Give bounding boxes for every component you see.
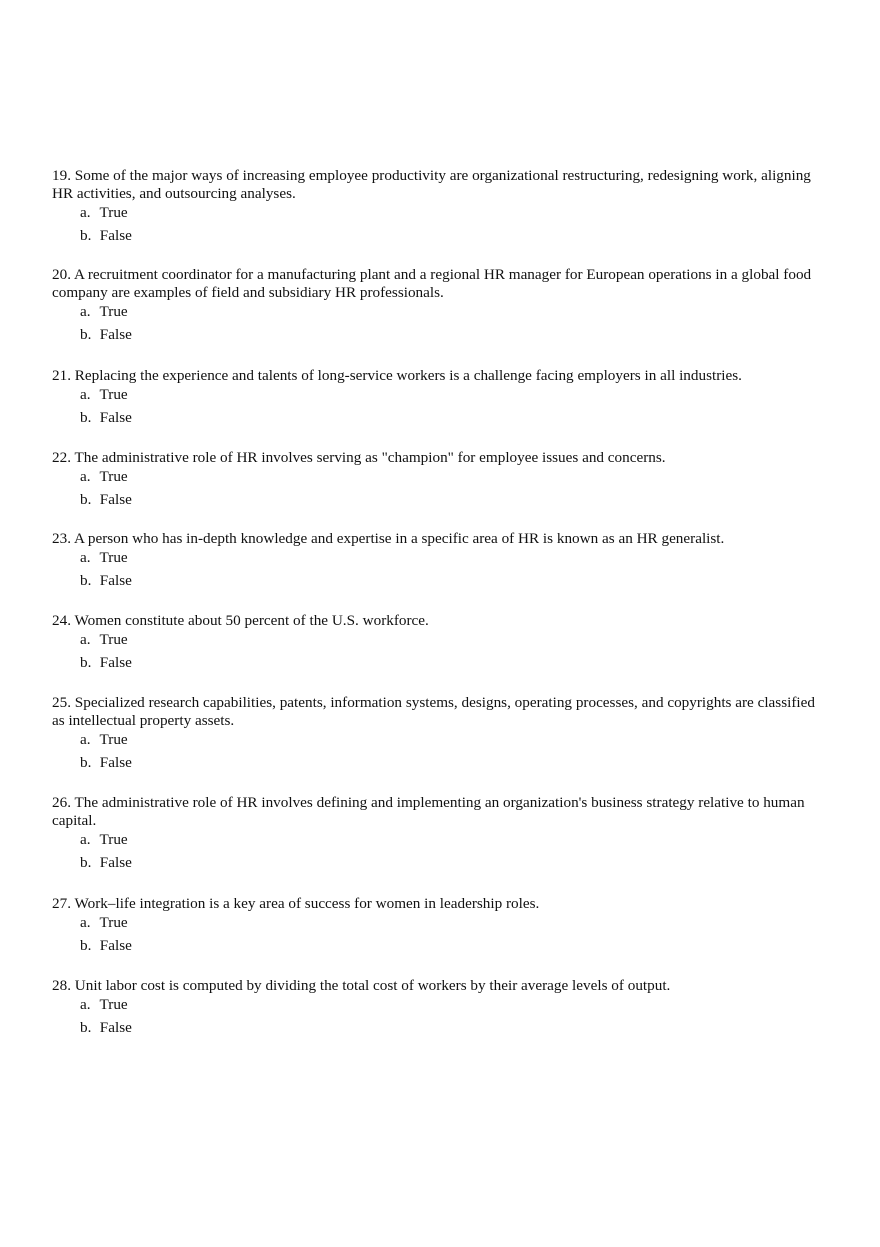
answer-options (80, 731, 822, 772)
option-letter: b. (80, 653, 92, 671)
answer-options (80, 468, 822, 509)
option-false[interactable] (80, 937, 822, 955)
question-number: 25. (52, 694, 71, 711)
option-label: False (99, 753, 132, 771)
question-number: 26. (52, 794, 71, 811)
option-letter: a. (80, 468, 91, 485)
question-20 (52, 266, 822, 348)
question-number: 27. (52, 895, 71, 912)
question-text (52, 977, 822, 995)
answer-options (80, 204, 822, 245)
option-letter: a. (80, 386, 91, 403)
answer-options (80, 996, 822, 1037)
option-true[interactable] (80, 731, 822, 749)
option-true[interactable] (80, 468, 822, 486)
option-false[interactable] (80, 326, 822, 344)
option-true[interactable] (80, 914, 822, 932)
option-true[interactable] (80, 303, 822, 321)
question-number: 22. (52, 449, 71, 466)
option-true[interactable] (80, 631, 822, 649)
option-letter: b. (80, 408, 92, 426)
option-letter: a. (80, 731, 91, 748)
option-letter: a. (80, 631, 91, 648)
option-letter: b. (80, 226, 92, 244)
option-label: True (99, 549, 128, 566)
option-label: False (99, 325, 132, 343)
option-letter: b. (80, 1018, 92, 1036)
option-true[interactable] (80, 204, 822, 222)
question-22 (52, 449, 822, 513)
question-text (52, 530, 822, 548)
question-number: 28. (52, 977, 71, 994)
question-text (52, 895, 822, 913)
question-number: 21. (52, 367, 71, 384)
question-text (52, 449, 822, 467)
option-false[interactable] (80, 409, 822, 427)
option-letter: a. (80, 831, 91, 848)
question-text (52, 167, 822, 203)
option-false[interactable] (80, 754, 822, 772)
question-number: 20. (52, 266, 71, 283)
option-letter: b. (80, 853, 92, 871)
option-label: True (99, 731, 128, 748)
option-false[interactable] (80, 1019, 822, 1037)
question-21 (52, 367, 822, 431)
option-letter: b. (80, 936, 92, 954)
question-28 (52, 977, 822, 1041)
question-body: Replacing the experience and talents of long-service workers is a challenge facing employers in all industries. (74, 367, 742, 384)
option-false[interactable] (80, 227, 822, 245)
option-letter: b. (80, 490, 92, 508)
question-body: Work–life integration is a key area of success for women in leadership roles. (74, 895, 540, 912)
option-true[interactable] (80, 386, 822, 404)
question-body: Some of the major ways of increasing employee productivity are organizational restructuring, redesigning work, aligning HR activities, and outsourcing analyses. (52, 167, 811, 202)
answer-options (80, 831, 822, 872)
option-letter: a. (80, 303, 91, 320)
question-body: A recruitment coordinator for a manufacturing plant and a regional HR manager for European operations in a global food company are examples of field and subsidiary HR professionals. (52, 266, 812, 301)
question-number: 19. (52, 167, 71, 184)
option-true[interactable] (80, 831, 822, 849)
option-label: True (99, 831, 128, 848)
option-false[interactable] (80, 654, 822, 672)
option-letter: a. (80, 549, 91, 566)
question-24 (52, 612, 822, 676)
option-label: True (99, 386, 128, 403)
option-label: True (99, 303, 128, 320)
answer-options (80, 914, 822, 955)
option-label: False (99, 936, 132, 954)
question-text (52, 367, 822, 385)
option-label: True (99, 631, 128, 648)
question-23 (52, 530, 822, 594)
question-body: Women constitute about 50 percent of the U.S. workforce. (74, 612, 429, 629)
option-false[interactable] (80, 572, 822, 590)
option-label: False (99, 653, 132, 671)
option-label: False (99, 853, 132, 871)
question-body: The administrative role of HR involves serving as "champion" for employee issues and concerns. (74, 449, 666, 466)
option-label: True (99, 996, 128, 1013)
question-body: Specialized research capabilities, patents, information systems, designs, operating processes, and copyrights are classified as intellectual property assets. (52, 694, 815, 729)
option-false[interactable] (80, 491, 822, 509)
option-label: False (99, 408, 132, 426)
question-body: The administrative role of HR involves defining and implementing an organization's business strategy relative to human capital. (52, 794, 805, 829)
option-label: True (99, 204, 128, 221)
option-letter: b. (80, 753, 92, 771)
question-text (52, 266, 822, 302)
option-label: False (99, 226, 132, 244)
answer-options (80, 549, 822, 590)
question-number: 24. (52, 612, 71, 629)
answer-options (80, 303, 822, 344)
option-label: True (99, 914, 128, 931)
option-true[interactable] (80, 549, 822, 567)
answer-options (80, 631, 822, 672)
question-19 (52, 167, 822, 249)
question-body: Unit labor cost is computed by dividing the total cost of workers by their average levels of output. (74, 977, 671, 994)
option-label: True (99, 468, 128, 485)
option-label: False (99, 1018, 132, 1036)
option-label: False (99, 571, 132, 589)
option-label: False (99, 490, 132, 508)
option-false[interactable] (80, 854, 822, 872)
option-letter: a. (80, 914, 91, 931)
question-body: A person who has in-depth knowledge and expertise in a specific area of HR is known as an HR generalist. (73, 530, 725, 547)
question-text (52, 694, 822, 730)
question-text (52, 612, 822, 630)
option-letter: b. (80, 571, 92, 589)
question-27 (52, 895, 822, 959)
question-number: 23. (52, 530, 71, 547)
option-letter: a. (80, 204, 91, 221)
answer-options (80, 386, 822, 427)
option-letter: b. (80, 325, 92, 343)
question-text (52, 794, 822, 830)
question-26 (52, 794, 822, 876)
question-25 (52, 694, 822, 776)
option-true[interactable] (80, 996, 822, 1014)
option-letter: a. (80, 996, 91, 1013)
